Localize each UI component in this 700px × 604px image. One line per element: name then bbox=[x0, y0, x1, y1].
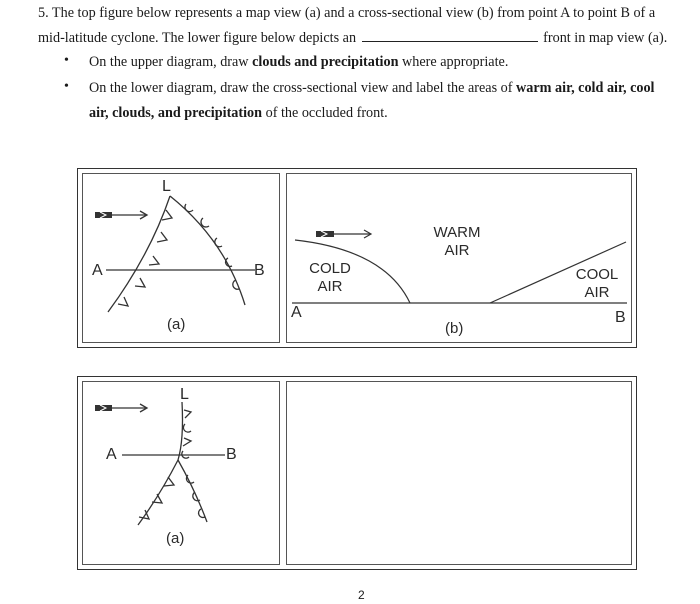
warm-air-label: WARM AIR bbox=[433, 224, 481, 259]
motion-arrow-icon-top-b bbox=[316, 230, 371, 238]
page-number: 2 bbox=[358, 588, 365, 602]
point-a-label-bottom-map: A bbox=[106, 446, 117, 463]
low-pressure-label-top: L bbox=[162, 178, 171, 195]
bullet-2-bold-1: warm air, cold air, cool bbox=[516, 80, 655, 96]
bullet-1-pre: On the upper diagram, draw bbox=[89, 54, 253, 70]
cool-air-label: COOL AIR bbox=[575, 266, 619, 301]
point-a-label-top-map: A bbox=[92, 262, 103, 279]
map-caption-top: (a) bbox=[167, 316, 186, 333]
question-line-1: 5. The top figure below represents a map view (a) and a cross-sectional view (b) from point A to point B of a bbox=[38, 5, 656, 21]
cross-section-caption: (b) bbox=[445, 320, 464, 337]
point-b-label-top-map: B bbox=[254, 262, 265, 279]
motion-arrow-icon-top-a bbox=[95, 211, 147, 219]
bullet-1-bold: clouds and precipitation bbox=[252, 54, 399, 70]
low-pressure-label-bottom: L bbox=[180, 386, 189, 403]
question-line-2-start: mid-latitude cyclone. The lower figure below depicts an bbox=[38, 30, 357, 46]
map-caption-bottom: (a) bbox=[166, 530, 185, 547]
bullet-2-post: of the occluded front. bbox=[262, 105, 388, 121]
bottom-cross-section-drawing-area[interactable] bbox=[286, 381, 632, 565]
question-line-2-end: front in map view (a). bbox=[543, 30, 668, 46]
bullet-2-pre: On the lower diagram, draw the cross-sectional view and label the areas of bbox=[89, 80, 517, 96]
bullet-marker-1: • bbox=[64, 53, 69, 68]
warm-front-top bbox=[170, 196, 245, 305]
point-b-label-cross-section: B bbox=[615, 309, 626, 326]
cold-front-top bbox=[108, 196, 170, 312]
cold-air-label: COLD AIR bbox=[309, 260, 351, 295]
point-b-label-bottom-map: B bbox=[226, 446, 237, 463]
point-a-label-cross-section: A bbox=[291, 304, 302, 321]
bullet-marker-2: • bbox=[64, 79, 69, 94]
bullet-2-bold-2: air, clouds, and precipitation bbox=[89, 105, 263, 121]
bullet-1-post: where appropriate. bbox=[398, 54, 509, 70]
